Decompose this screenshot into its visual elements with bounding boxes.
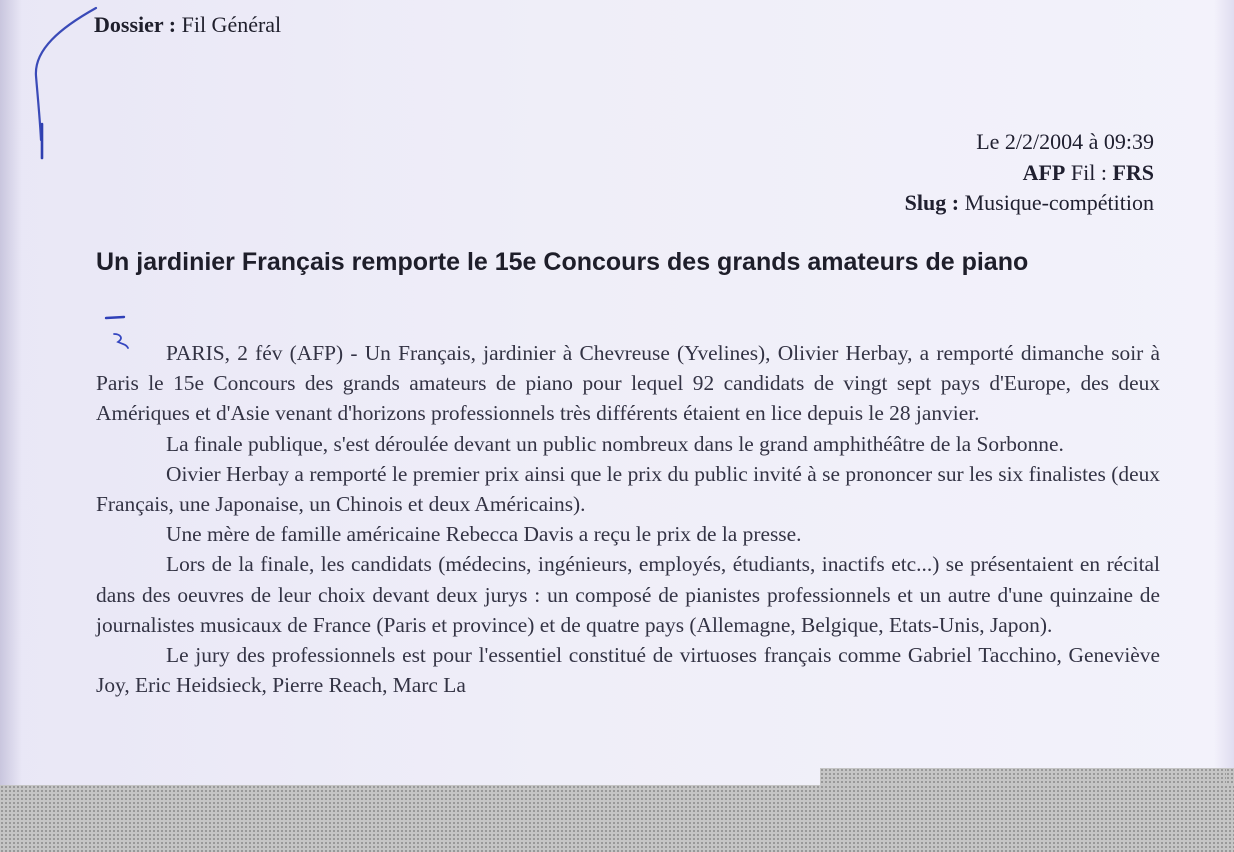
date-line: Le 2/2/2004 à 09:39 (976, 129, 1154, 154)
paragraph: Une mère de famille américaine Rebecca Davis a reçu le prix de la presse. (166, 522, 802, 547)
wire-label: Fil : (1070, 160, 1107, 185)
article-body (96, 338, 1160, 700)
dossier-line (94, 12, 281, 38)
paragraph: PARIS, 2 fév (AFP) - Un Français, jardinier à Chevreuse (Yvelines), Olivier Herbay, a remporté dimanche soir à Paris le 15e Concours des grands amateurs de piano pour lequel 92 candidats de vingt sept pays d'Europe, des deux Amériques et d'Asie venant d'horizons professionnels très différents étaient en lice depuis le 28 janvier. (96, 341, 1160, 426)
slug-line (734, 190, 1154, 216)
agency-name: AFP (1022, 160, 1066, 185)
paragraph: La finale publique, s'est déroulée devant un public nombreux dans le grand amphithéâtre de la Sorbonne. (166, 431, 1064, 456)
wire-line (734, 160, 1154, 186)
paragraph: Oivier Herbay a remporté le premier prix ainsi que le prix du public invité à se prononcer sur les six finalistes (deux Français, une Japonaise, un Chinois et deux Américains). (96, 461, 1160, 517)
scan-cutoff-band (0, 785, 1234, 852)
scan-shadow-right (1214, 0, 1234, 852)
paragraph: Lors de la finale, les candidats (médecins, ingénieurs, employés, étudiants, inactifs etc...) se présentaient en récital dans des oeuvres de leur choix devant deux jurys : un composé de pianistes professionnels et un autre d'une quinzaine de journalistes musicaux de France (Paris et province) et de quatre pays (Allemagne, Belgique, Etats-Unis, Japon). (96, 552, 1160, 637)
slug-label: Slug : (904, 190, 960, 215)
wire-value: FRS (1112, 160, 1154, 185)
dossier-value: Fil Général (181, 12, 282, 37)
dossier-label: Dossier : (94, 12, 177, 37)
paragraph: Le jury des professionnels est pour l'essentiel constitué de virtuoses français comme Gabriel Tacchino, Geneviève Joy, Eric Heidsieck, Pierre Reach, Marc La (96, 643, 1160, 698)
slug-value: Musique-compétition (964, 190, 1154, 215)
article-headline: Un jardinier Français remporte le 15e Concours des grands amateurs de piano (96, 248, 1029, 276)
